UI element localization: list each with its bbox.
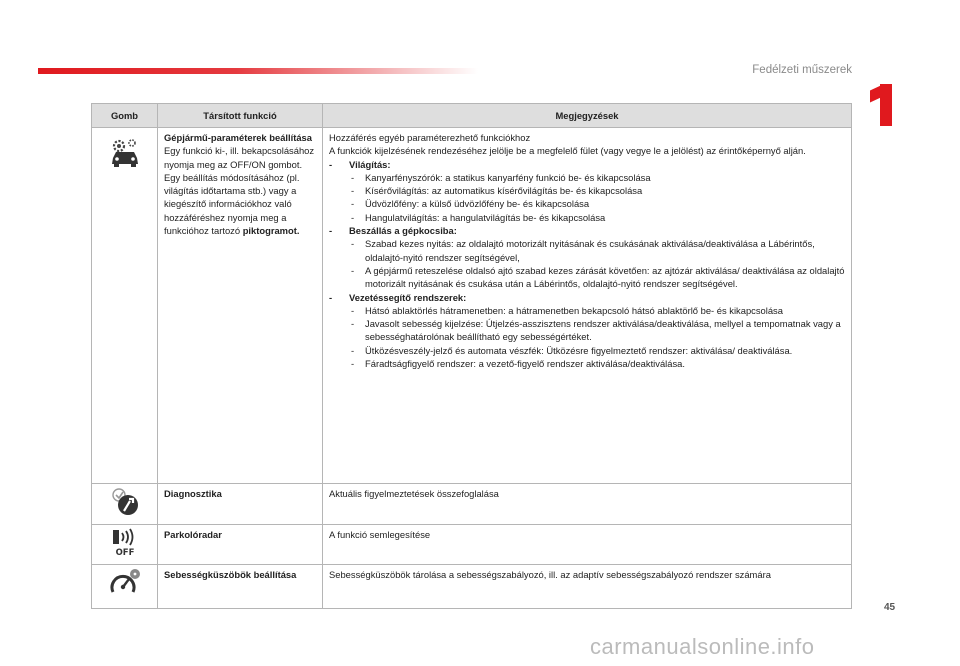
notes-cell	[323, 525, 852, 564]
column-header-function: Társított funkció	[158, 104, 323, 128]
watermark: carmanualsonline.info	[590, 634, 815, 659]
function-cell	[158, 128, 323, 484]
off-label: OFF	[115, 548, 134, 557]
column-header-button: Gomb	[92, 104, 158, 128]
list-item: - Kísérővilágítás: az automatikus kísérővilágítás be- és kikapcsolása	[329, 184, 845, 197]
icon-cell	[92, 525, 158, 564]
notes-cell	[323, 128, 852, 484]
list-item: - Hátsó ablaktörlés hátramenetben: a hátramenetben bekapcsoló hátsó ablaktörlő be- és kikapcsolása	[329, 304, 845, 317]
function-cell	[158, 484, 323, 525]
icon-cell	[92, 564, 158, 608]
list-item: - Javasolt sebesség kijelzése: Útjelzés-asszisztens rendszer aktiválása/deaktiválása, mellyel a tempomatnak vagy a sebességhatárolónak beállítható egy sebességértéket.	[329, 317, 845, 344]
table-row	[92, 128, 852, 484]
list-item: - Kanyarfényszórók: a statikus kanyarfény funkció be- és kikapcsolása	[329, 171, 845, 184]
table-row	[92, 484, 852, 525]
page-number: 45	[884, 602, 896, 613]
notes-intro-line: A funkciók kijelzésének rendezéséhez jelölje be a megfelelő fület (vagy vegye le a jelölést) az érintőképernyő alján.	[329, 145, 806, 157]
function-description-tail: piktogramot.	[242, 225, 300, 237]
group-title-entry: - Beszállás a gépkocsiba:	[329, 224, 845, 237]
parking-sensor-off-icon[interactable]	[108, 528, 142, 559]
function-title: Diagnosztika	[164, 488, 222, 499]
list-item: - Szabad kezes nyitás: az oldalajtó motorizált nyitásának és csukásának aktiválása/deaktiválása a Lábérintős, oldalajtó-nyitó rendszer segítségével,	[329, 237, 845, 264]
header-accent-bar	[38, 68, 478, 74]
group-title-driving-assist: - Vezetéssegítő rendszerek:	[329, 291, 845, 304]
list-item: - Hangulatvilágítás: a hangulatvilágítás be- és kikapcsolása	[329, 211, 845, 224]
list-item: - Üdvözlőfény: a külső üdvözlőfény be- és kikapcsolása	[329, 197, 845, 210]
function-title: Sebességküszöbök beállítása	[164, 568, 297, 580]
icon-cell	[92, 484, 158, 525]
list-item: - A gépjármű reteszelése oldalsó ajtó szabad kezes zárását követően: az ajtózár aktiválása/ deaktiválása az oldalajtó motorizált nyitásának és csukása után a Lábérintős, oldalajtó-nyitó rendszer segítségével.	[329, 264, 845, 291]
speed-threshold-icon[interactable]	[108, 568, 142, 601]
function-title: Parkolóradar	[164, 529, 222, 541]
car-settings-icon[interactable]	[108, 138, 142, 171]
table-row	[92, 525, 852, 564]
function-description: Egy funkció ki-, ill. bekapcsolásához nyomja meg az OFF/ON gombot. Egy beállítás módosításához (pl. világítás időtartama stb.) vagy a kiegészítő információkhoz való hozzáféréshez nyomja meg a funkcióhoz tartozó	[164, 145, 315, 237]
list-item: - Ütközésveszély-jelző és automata vészfék: Ütközésre figyelmeztető rendszer: aktiválása/ deaktiválása.	[329, 344, 845, 357]
function-cell	[158, 564, 323, 608]
notes-intro-line: Hozzáférés egyéb paraméterezhető funkciókhoz	[329, 132, 531, 143]
notes-text: Sebességküszöbök tárolása a sebességszabályozó, ill. az adaptív sebességszabályozó rendszer számára	[329, 568, 771, 580]
notes-cell	[323, 564, 852, 608]
table-header-row	[92, 104, 852, 128]
controls-table	[91, 103, 852, 609]
notes-text: Aktuális figyelmeztetések összefoglalása	[329, 488, 499, 499]
icon-cell	[92, 128, 158, 484]
diagnostics-icon[interactable]	[110, 487, 140, 520]
notes-text: A funkció semlegesítése	[329, 529, 431, 541]
column-header-notes: Megjegyzések	[323, 104, 852, 128]
section-title: Fedélzeti műszerek	[752, 64, 852, 76]
notes-cell	[323, 484, 852, 525]
table-row	[92, 564, 852, 608]
chapter-marker	[870, 84, 892, 126]
group-title-lighting: - Világítás:	[329, 158, 845, 171]
list-item: - Fáradtságfigyelő rendszer: a vezető-figyelő rendszer aktiválása/deaktiválása.	[329, 357, 845, 370]
function-cell	[158, 525, 323, 564]
function-title: Gépjármű-paraméterek beállítása	[164, 132, 312, 143]
